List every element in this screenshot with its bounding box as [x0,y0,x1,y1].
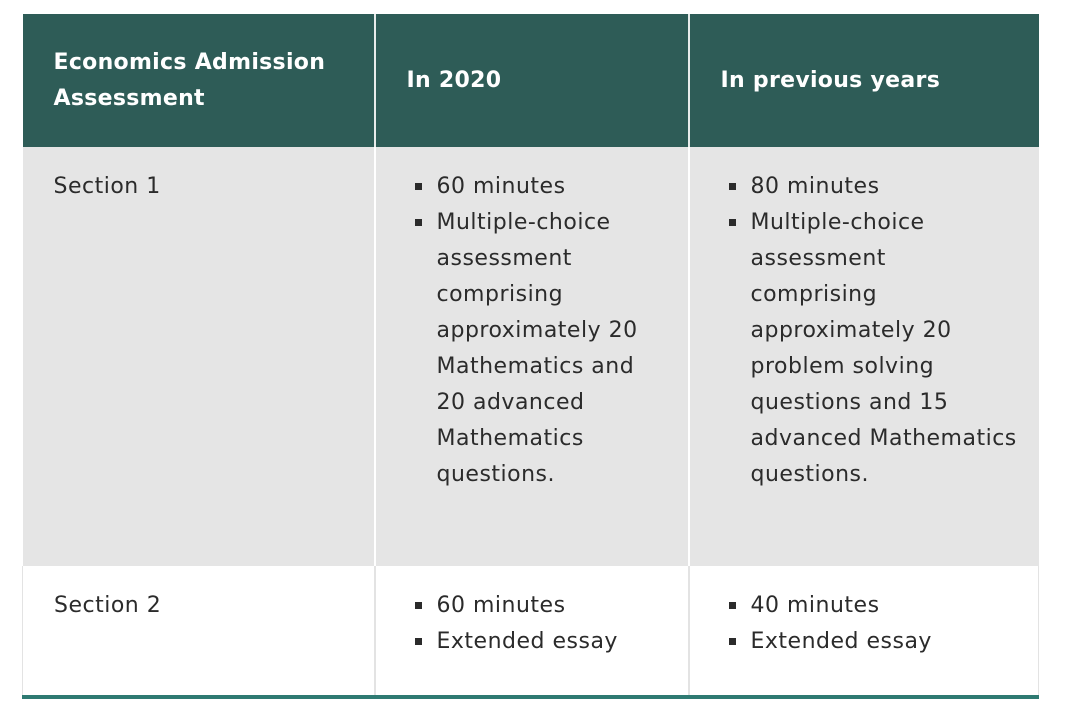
list-item-text: Multiple-choice assessment comprising approximately 20 problem solving questions and 15 advanced Mathematics questions. [750,210,1017,487]
header-cell-previous-years: In previous years [689,14,1039,147]
list-item [407,588,668,624]
table-row-section-2 [23,566,1039,697]
square-bullet-icon [415,638,422,645]
row-label-section-2: Section 2 [23,566,375,697]
list-item [721,169,1019,205]
comparison-table-container [22,14,1038,699]
bullet-list [407,169,668,493]
table-header [23,14,1039,147]
header-row [23,14,1039,147]
bullet-list [721,588,1019,660]
list-item-text: Extended essay [750,629,932,654]
list-item-text: 60 minutes [436,174,566,199]
square-bullet-icon [415,183,422,190]
list-item-text: Multiple-choice assessment comprising approximately 20 Mathematics and 20 advanced Mathematics questions. [436,210,638,487]
cell-section-2-in-2020 [375,566,689,697]
cell-section-1-previous-years [689,147,1039,566]
square-bullet-icon [729,219,736,226]
list-item-text: Extended essay [436,629,618,654]
square-bullet-icon [729,602,736,609]
list-item-text: 60 minutes [436,593,566,618]
list-item [721,588,1019,624]
comparison-table [22,14,1039,699]
square-bullet-icon [729,638,736,645]
list-item-text: 80 minutes [750,174,880,199]
row-label-section-1: Section 1 [23,147,375,566]
cell-section-1-in-2020 [375,147,689,566]
list-item [721,624,1019,660]
bullet-list [721,169,1019,493]
square-bullet-icon [729,183,736,190]
square-bullet-icon [415,219,422,226]
square-bullet-icon [415,602,422,609]
bullet-list [407,588,668,660]
list-item [407,624,668,660]
cell-section-2-previous-years [689,566,1039,697]
list-item [407,169,668,205]
list-item [721,205,1019,493]
list-item-text: 40 minutes [750,593,880,618]
list-item [407,205,668,493]
header-cell-in-2020: In 2020 [375,14,689,147]
table-body [23,147,1039,697]
header-cell-assessment: Economics Admission Assessment [23,14,375,147]
table-row-section-1 [23,147,1039,566]
